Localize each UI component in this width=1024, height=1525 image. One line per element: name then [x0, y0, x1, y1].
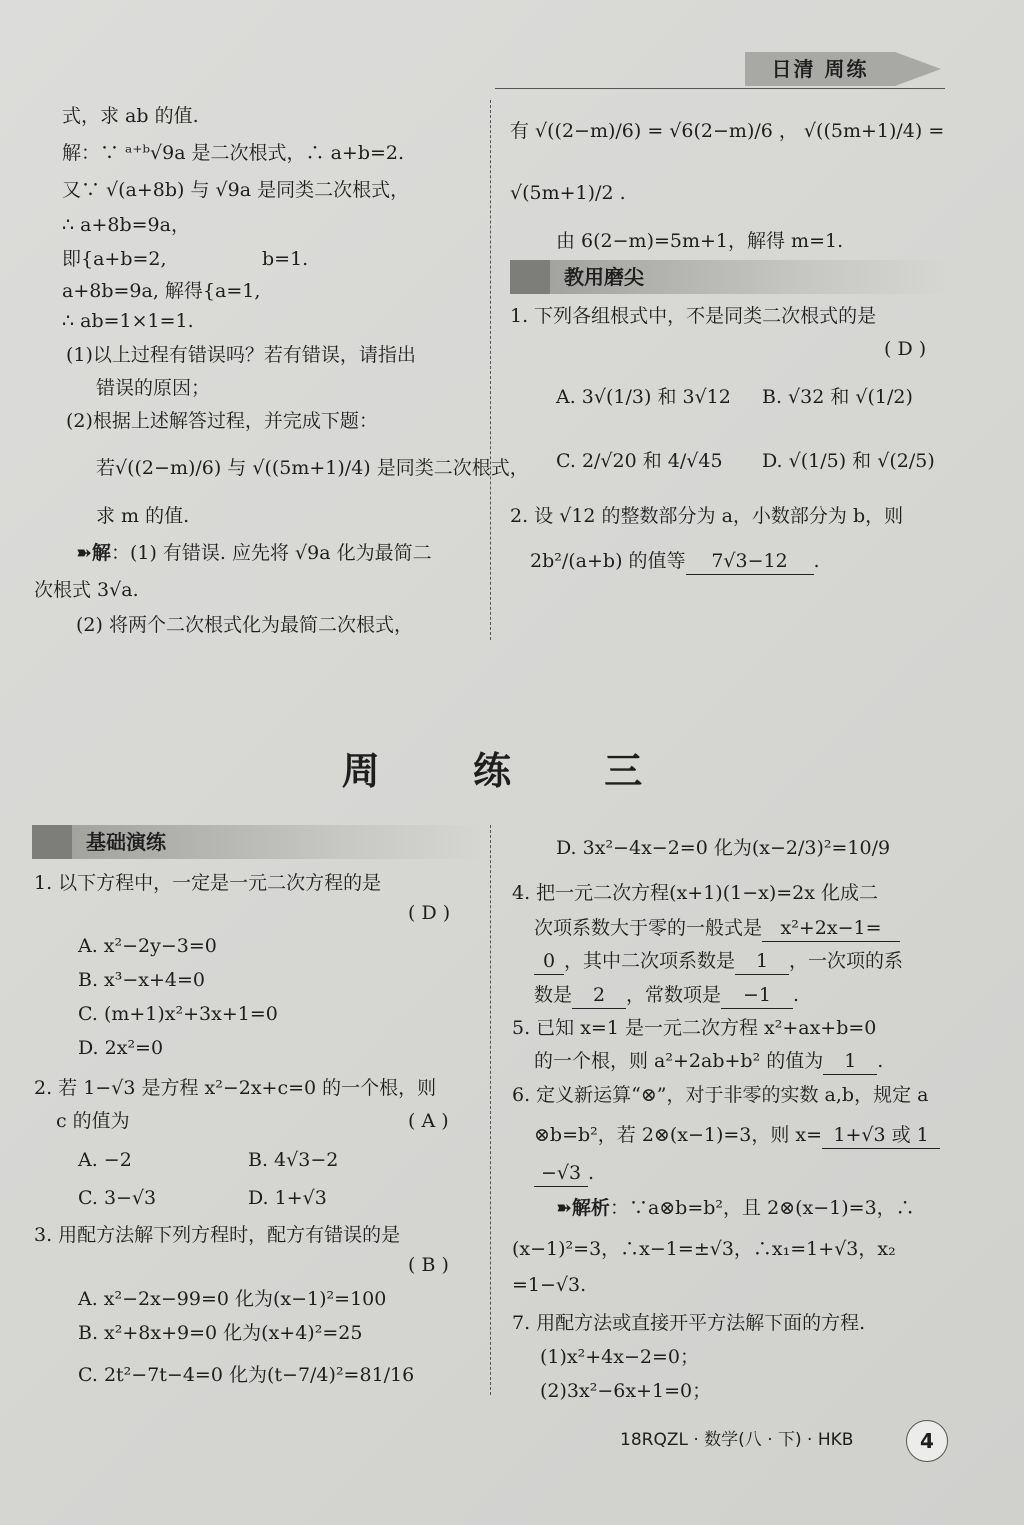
- option-d: D. 2x²=0: [78, 1037, 164, 1059]
- text-line: ∴ ab=1×1=1.: [62, 310, 194, 332]
- answer-choice: ( D ): [884, 338, 927, 360]
- question-text: (2)根据上述解答过程，并完成下题：: [66, 410, 378, 432]
- question-fragment: 次项系数大于零的一般式是: [534, 917, 763, 939]
- option-b: B. x²+8x+9=0 化为(x+4)²=25: [78, 1322, 363, 1344]
- question-fragment: ，一次项的系: [789, 950, 904, 972]
- question-text: [534, 948, 903, 975]
- answer-blank: 2: [572, 982, 626, 1009]
- question-text: 求 m 的值.: [96, 505, 190, 527]
- option-d: D. √(1/5) 和 √(2/5): [762, 450, 935, 472]
- question-text: c 的值为: [56, 1110, 130, 1132]
- text-line: a+8b=9a, 解得{a=1,: [62, 280, 261, 302]
- column-divider-top: [490, 100, 491, 640]
- question-text: (1)以上过程有错误吗？若有错误，请指出: [66, 344, 416, 366]
- solution-label: 解析: [571, 1197, 610, 1219]
- option-b: B. √32 和 √(1/2): [762, 386, 913, 408]
- question-text: (2)3x²−6x+1=0；: [540, 1380, 712, 1402]
- question-text: 5. 已知 x=1 是一元二次方程 x²+ax+b=0: [512, 1017, 877, 1039]
- question-text: 2. 设 √12 的整数部分为 a，小数部分为 b，则: [510, 505, 904, 527]
- option-a: A. x²−2x−99=0 化为(x−1)²=100: [78, 1288, 387, 1310]
- question-text: 的一个根，则 a²+2ab+b² 的值为 1 .: [534, 1048, 883, 1075]
- question-text: 6. 定义新运算“⊗”，对于非零的实数 a,b，规定 a: [512, 1084, 929, 1106]
- text-line: b=1.: [262, 248, 309, 270]
- answer-blank: −1: [721, 982, 793, 1009]
- text-line: 解：∵ ᵃ⁺ᵇ√9a 是二次根式，∴ a+b=2.: [62, 142, 405, 164]
- solution-text: 次根式 3√a.: [34, 579, 139, 601]
- question-text: 错误的原因；: [96, 377, 211, 399]
- answer-blank: x²+2x−1=: [762, 915, 900, 942]
- option-c: C. 3−√3: [78, 1187, 157, 1209]
- solution-text: (2) 将两个二次根式化为最简二次根式，: [76, 614, 413, 636]
- page-number: 4: [906, 1420, 948, 1462]
- solution-text: ：∵a⊗b=b²，且 2⊗(x−1)=3，∴: [609, 1197, 915, 1219]
- option-b: B. 4√3−2: [248, 1149, 339, 1171]
- footer-text: 18RQZL · 数学(八 · 下) · HKB: [620, 1430, 854, 1450]
- text-line: 有 √((2−m)/6) = √6(2−m)/6 ， √((5m+1)/4) =: [510, 120, 945, 142]
- answer-choice: ( D ): [408, 902, 451, 924]
- option-a: A. 3√(1/3) 和 3√12: [556, 386, 731, 408]
- option-a: A. x²−2y−3=0: [78, 935, 217, 957]
- text-line: 即{a+b=2,: [62, 248, 167, 270]
- text-line: 式，求 ab 的值.: [62, 105, 199, 127]
- solution-text: ：(1) 有错误. 应先将 √9a 化为最简二: [110, 542, 432, 564]
- answer-choice: ( B ): [408, 1254, 449, 1276]
- section-tag-jiaoyong: [510, 260, 950, 294]
- question-text: 3. 用配方法解下列方程时，配方有错误的是: [34, 1224, 401, 1246]
- section-title: 基础演练: [86, 830, 166, 854]
- solution-label: 解: [91, 542, 111, 564]
- answer-blank: 0: [534, 948, 564, 975]
- header-tag: 日清 周练: [745, 52, 895, 86]
- answer-blank: 1: [735, 948, 789, 975]
- text-line: 由 6(2−m)=5m+1，解得 m=1.: [556, 230, 844, 252]
- solution-line: ➽解：(1) 有错误. 应先将 √9a 化为最简二: [76, 542, 432, 564]
- section-tag-jichu: [32, 825, 487, 859]
- question-fragment: 的一个根，则 a²+2ab+b² 的值为: [534, 1050, 824, 1072]
- solution-text: =1−√3.: [512, 1274, 587, 1296]
- question-fragment: ⊗b=b²，若 2⊗(x−1)=3，则 x=: [534, 1124, 823, 1146]
- question-text: (1)x²+4x−2=0；: [540, 1346, 699, 1368]
- question-fragment: 2b²/(a+b) 的值等: [530, 550, 686, 572]
- text-line: √(5m+1)/2 .: [510, 182, 626, 204]
- question-text: −√3 .: [534, 1160, 594, 1187]
- section-marker: [32, 825, 72, 859]
- question-fragment: ，常数项是: [626, 984, 722, 1006]
- solution-line: ➽解析：∵a⊗b=b²，且 2⊗(x−1)=3，∴: [556, 1197, 915, 1219]
- answer-choice: ( A ): [408, 1110, 449, 1132]
- question-text: 2. 若 1−√3 是方程 x²−2x+c=0 的一个根，则: [34, 1077, 437, 1099]
- question-text: [534, 915, 900, 942]
- week-title: 周 练 三: [341, 749, 683, 793]
- answer-blank: 1+√3 或 1: [822, 1122, 940, 1149]
- answer-blank: −√3: [534, 1160, 588, 1187]
- question-fragment: 数是: [534, 984, 573, 1006]
- text-line: ∴ a+8b=9a，: [62, 214, 190, 236]
- question-text: 7. 用配方法或直接开平方法解下面的方程.: [512, 1312, 866, 1334]
- question-text: 2b²/(a+b) 的值等 7√3−12 .: [530, 548, 820, 575]
- section-title: 教用磨尖: [564, 265, 644, 289]
- option-d: D. 3x²−4x−2=0 化为(x−2/3)²=10/9: [556, 837, 891, 859]
- question-text: 4. 把一元二次方程(x+1)(1−x)=2x 化成二: [512, 882, 879, 904]
- option-a: A. −2: [78, 1149, 132, 1171]
- option-c: C. (m+1)x²+3x+1=0: [78, 1003, 278, 1025]
- question-text: 1. 下列各组根式中，不是同类二次根式的是: [510, 305, 877, 327]
- answer-blank: 7√3−12: [686, 548, 814, 575]
- option-d: D. 1+√3: [248, 1187, 327, 1209]
- header-rule: [495, 88, 945, 89]
- text-line: 又∵ √(a+8b) 与 √9a 是同类二次根式，: [62, 179, 410, 201]
- option-c: C. 2t²−7t−4=0 化为(t−7/4)²=81/16: [78, 1364, 415, 1386]
- column-divider-bottom: [490, 825, 491, 1395]
- solution-text: (x−1)²=3，∴x−1=±√3，∴x₁=1+√3，x₂: [512, 1238, 896, 1260]
- option-b: B. x³−x+4=0: [78, 969, 206, 991]
- option-c: C. 2/√20 和 4/√45: [556, 450, 723, 472]
- question-text: [534, 1122, 940, 1149]
- question-text: 若√((2−m)/6) 与 √((5m+1)/4) 是同类二次根式，: [96, 457, 529, 479]
- section-marker: [510, 260, 550, 294]
- question-fragment: ，其中二次项系数是: [564, 950, 736, 972]
- question-text: 1. 以下方程中，一定是一元二次方程的是: [34, 872, 382, 894]
- answer-blank: 1: [823, 1048, 877, 1075]
- question-text: 数是 2 ，常数项是 −1 .: [534, 982, 799, 1009]
